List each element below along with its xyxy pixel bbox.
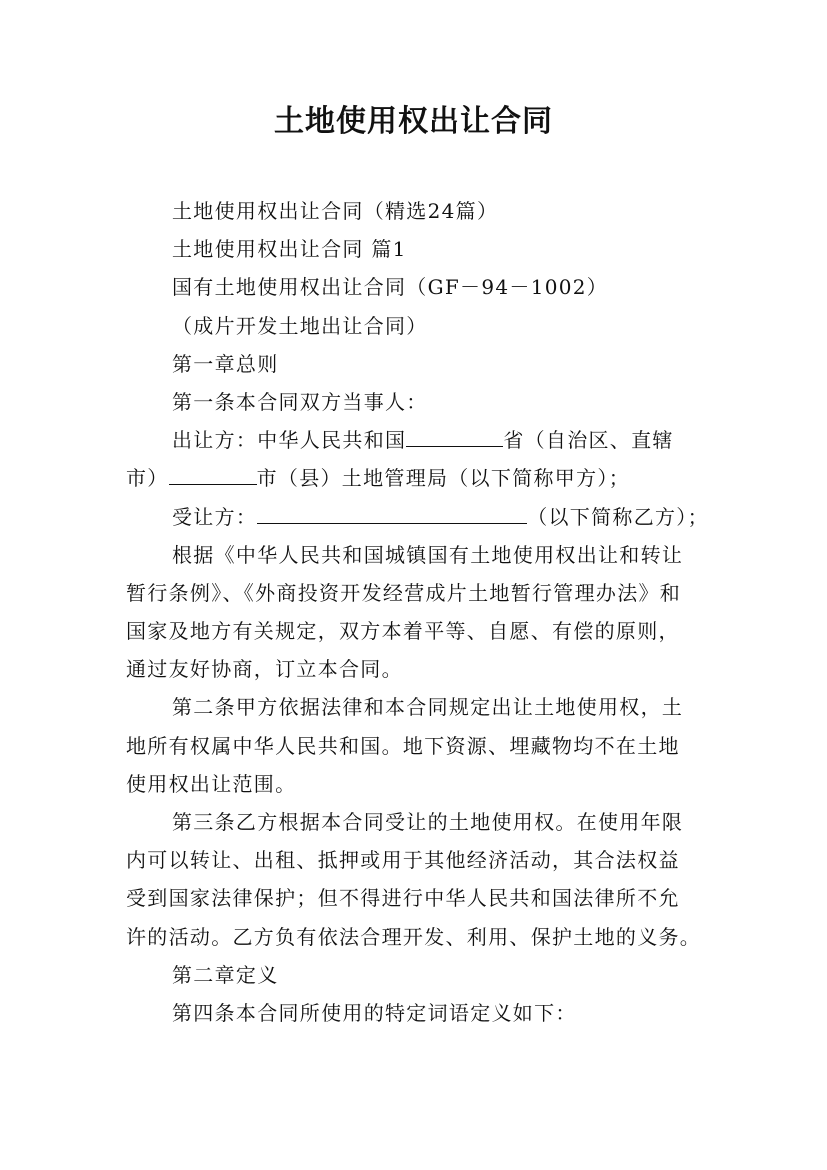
paragraph-line: （成片开发土地出让合同） (172, 313, 428, 338)
chapter-heading: 第一章总则 (172, 351, 279, 376)
paragraph-line: 国家及地方有关规定，双方本着平等、自愿、有偿的原则， (126, 619, 680, 644)
paragraph-line: 暂行条例》、《外商投资开发经营成片土地暂行管理办法》和 (126, 580, 682, 605)
paragraph-line: 地所有权属中华人民共和国。地下资源、埋藏物均不在土地 (126, 733, 680, 758)
paragraph-line: 土地使用权出让合同（精选24篇） (172, 199, 499, 223)
document-body (126, 192, 726, 1032)
paragraph-line: 第二条甲方依据法律和本合同规定出让土地使用权，土 (172, 695, 684, 720)
line-text: 市（县）土地管理局（以下简称甲方）； (256, 466, 631, 491)
paragraph-line: 通过友好协商，订立本合同。 (126, 657, 403, 682)
paragraph-line: 受到国家法律保护；但不得进行中华人民共和国法律所不允 (126, 886, 680, 911)
line-text: 出让方：中华人民共和国 (172, 428, 407, 453)
paragraph-line: 根据《中华人民共和国城镇国有土地使用权出让和转让 (172, 542, 684, 567)
paragraph-line (126, 459, 726, 497)
line-text: 市） (126, 466, 169, 491)
fill-in-blank (406, 426, 503, 447)
line-text: 省（自治区、直辖 (503, 428, 674, 453)
chapter-heading: 第二章定义 (172, 962, 279, 987)
paragraph-line: 第四条本合同所使用的特定词语定义如下： (172, 1000, 577, 1025)
document-title: 土地使用权出让合同 (274, 104, 553, 139)
paragraph-line: 内可以转让、出租、抵押或用于其他经济活动，其合法权益 (126, 848, 680, 873)
paragraph-line (126, 421, 726, 459)
fill-in-blank (257, 503, 527, 524)
line-text: （以下简称乙方）； (527, 504, 709, 529)
line-text: 受让方： (172, 504, 258, 529)
fill-in-blank (169, 464, 257, 485)
paragraph-line: 国有土地使用权出让合同（GF－94－1002） (172, 275, 609, 300)
paragraph-line: 使用权出让范围。 (126, 771, 297, 796)
paragraph-line: 第一条本合同双方当事人： (172, 389, 428, 414)
paragraph-line: 土地使用权出让合同 篇1 (172, 237, 407, 262)
paragraph-line: 第三条乙方根据本合同受让的土地使用权。在使用年限 (172, 810, 684, 834)
paragraph-line: 许的活动。乙方负有依法合理开发、利用、保护土地的义务。 (126, 924, 702, 949)
paragraph-line (126, 498, 726, 536)
